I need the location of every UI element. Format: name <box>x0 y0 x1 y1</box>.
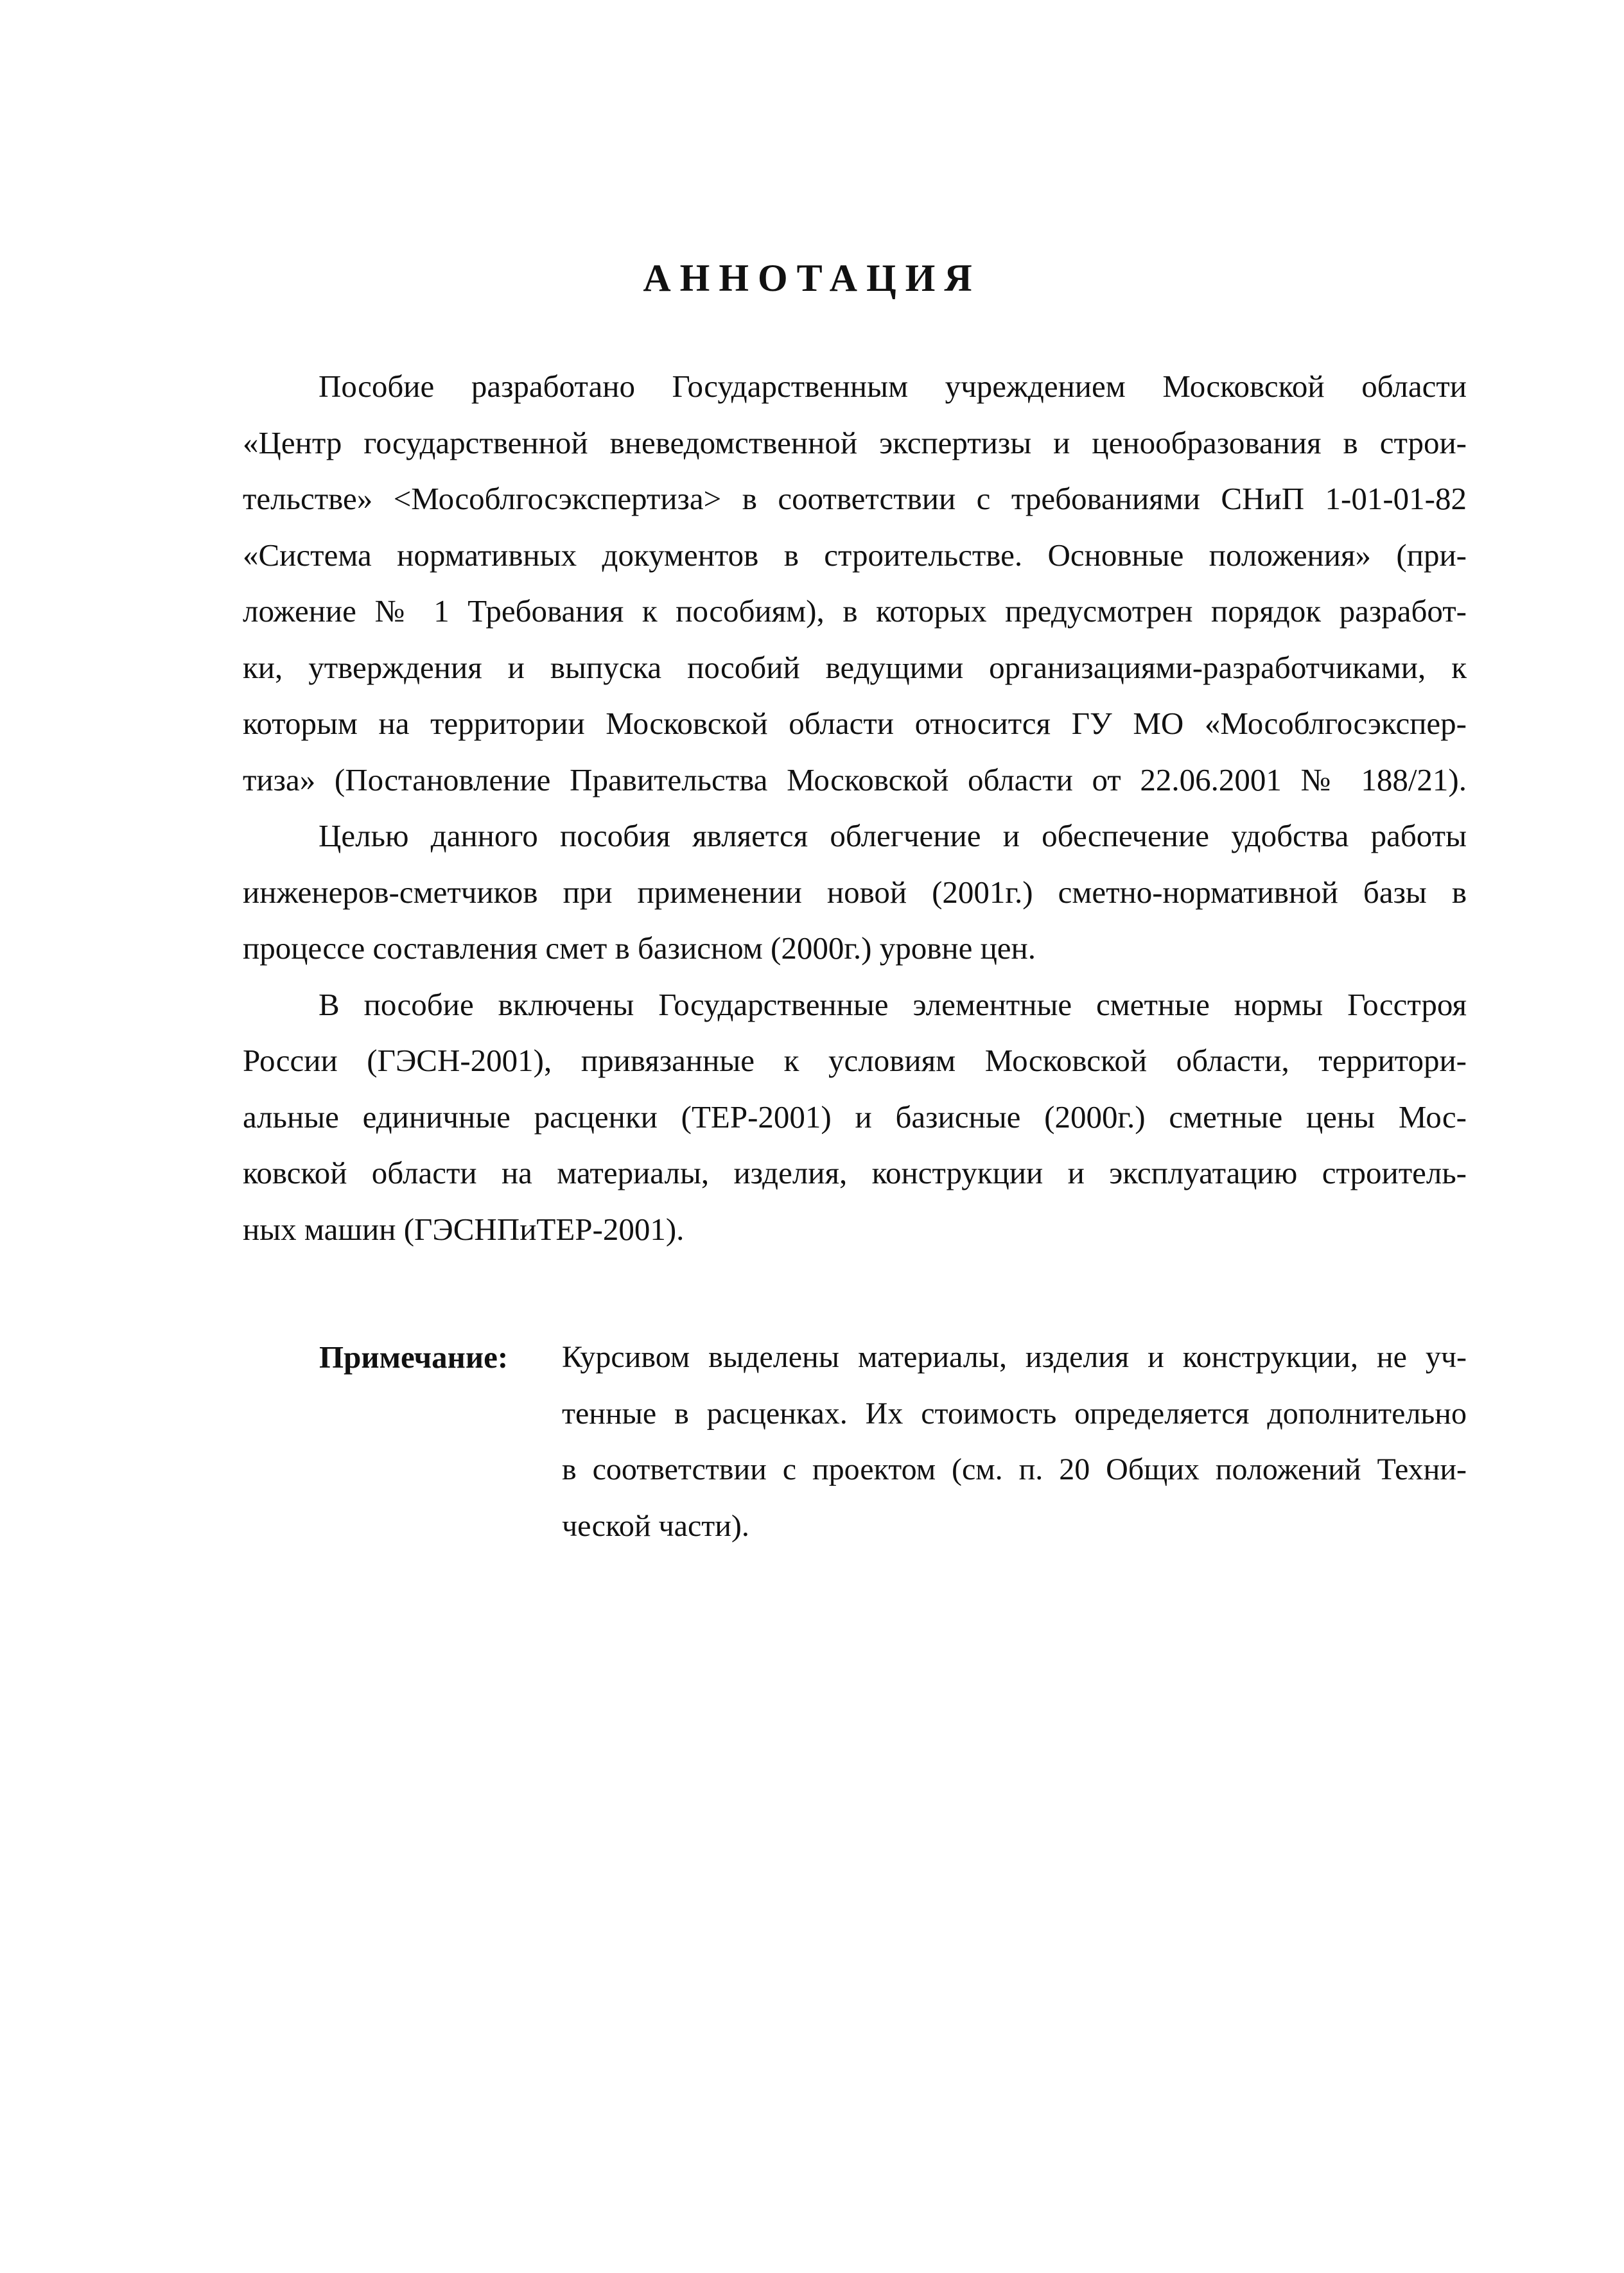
note-line: тенные в расценках. Их стоимость определяется дополнительно <box>562 1396 1467 1431</box>
paragraph-line: процессе составления смет в базисном (2000г.) уровне цен. <box>243 930 1036 966</box>
note-label: Примечание: <box>319 1339 509 1375</box>
paragraph-line: Пособие разработано Государственным учреждением Московской области <box>319 369 1467 404</box>
paragraph-line: России (ГЭСН-2001), привязанные к условиям Московской области, территори- <box>243 1043 1467 1078</box>
paragraph-line: ки, утверждения и выпуска пособий ведущими организациями-разработчиками, к <box>243 649 1467 685</box>
paragraph-line: Целью данного пособия является облегчение и обеспечение удобства работы <box>319 818 1467 853</box>
paragraph-line: «Система нормативных документов в строительстве. Основные положения» (при- <box>243 537 1467 573</box>
paragraph-line: ложение № 1 Требования к пособиям), в которых предусмотрен порядок разработ- <box>243 593 1467 629</box>
annotation-body <box>243 358 1467 1257</box>
paragraph-line: тельстве» <Мособлгосэкспертиза> в соответствии с требованиями СНиП 1-01-01-82 <box>243 481 1467 516</box>
paragraph-line: тиза» (Постановление Правительства Московской области от 22.06.2001 № 188/21). <box>243 762 1467 797</box>
paragraph-line: инженеров-сметчиков при применении новой (2001г.) сметно-нормативной базы в <box>243 874 1467 910</box>
page-title: АННОТАЦИЯ <box>643 257 981 299</box>
note-line: Курсивом выделены материалы, изделия и конструкции, не уч- <box>562 1340 1467 1374</box>
paragraph-line: ных машин (ГЭСНПиТЕР-2001). <box>243 1211 685 1247</box>
paragraph-line: которым на территории Московской области относится ГУ МО «Мособлгосэкспер- <box>243 706 1467 741</box>
note-text <box>562 1330 1467 1555</box>
paragraph-line: В пособие включены Государственные элементные сметные нормы Госстроя <box>319 986 1467 1022</box>
note-line: ческой части). <box>562 1508 749 1543</box>
paragraph-line: альные единичные расценки (ТЕР-2001) и базисные (2000г.) сметные цены Мос- <box>243 1099 1467 1135</box>
paragraph-line: «Центр государственной вневедомственной экспертизы и ценообразования в строи- <box>243 424 1467 460</box>
paragraph-line: ковской области на материалы, изделия, конструкции и эксплуатацию строитель- <box>243 1155 1467 1190</box>
note-line: в соответствии с проектом (см. п. 20 Общих положений Техни- <box>562 1452 1467 1486</box>
